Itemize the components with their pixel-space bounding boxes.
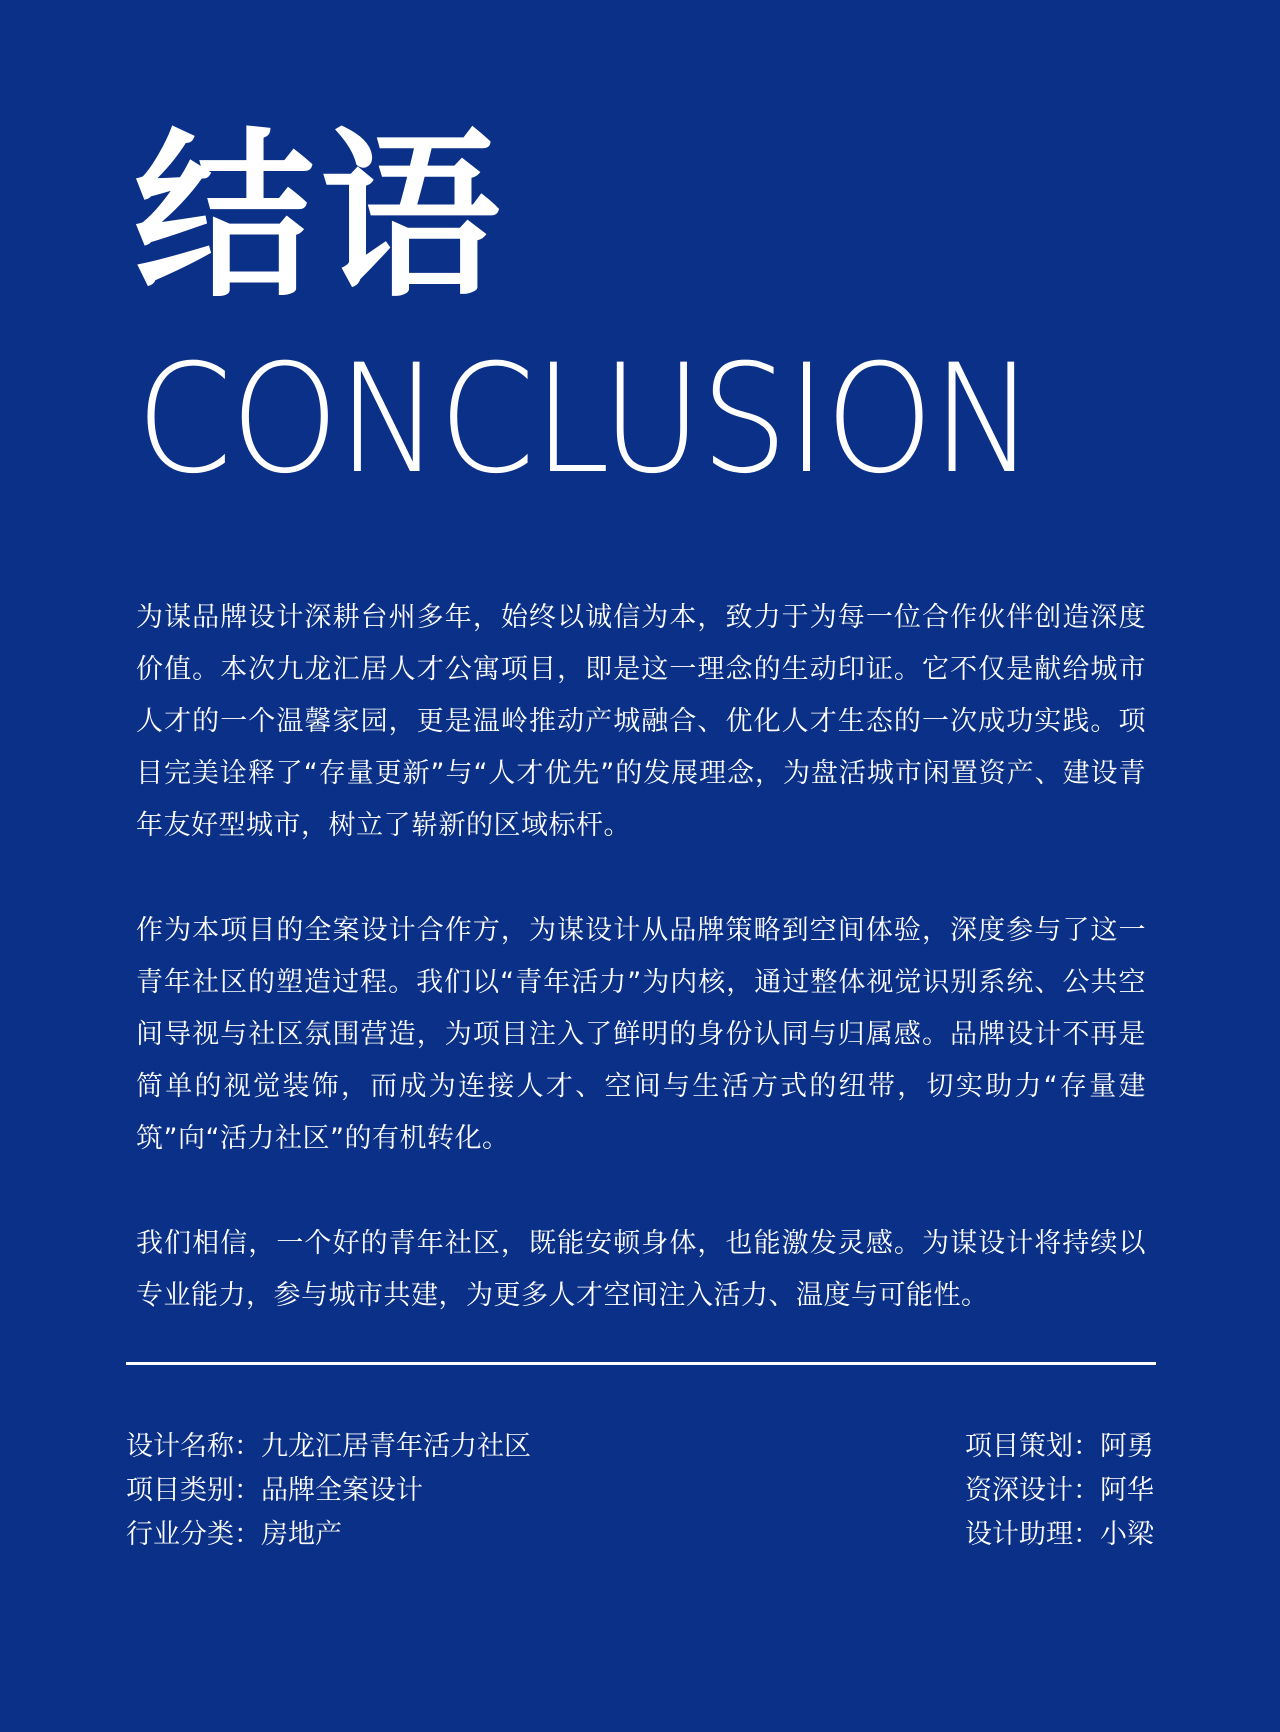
senior-designer: 资深设计：阿华 — [965, 1475, 1154, 1506]
industry-category: 行业分类：房地产 — [126, 1519, 342, 1550]
paragraph-3: 我们相信，一个好的青年社区，既能安顿身体，也能激发灵感。为谋设计将持续以专业能力，参与城市共建，为更多人才空间注入活力、温度与可能性。 — [136, 1228, 1146, 1311]
design-assistant: 设计助理：小梁 — [965, 1519, 1154, 1550]
project-name: 设计名称：九龙汇居青年活力社区 — [126, 1431, 531, 1462]
paragraph-2: 作为本项目的全案设计合作方，为谋设计从品牌策略到空间体验，深度参与了这一青年社区的塑造过程。我们以“青年活力”为内核，通过整体视觉识别系统、公共空间导视与社区氛围营造，为项目注入了鲜明的身份认同与归属感。品牌设计不再是简单的视觉装饰，而成为连接人才、空间与生活方式的纽带，切实助力“存量建筑”向“活力社区”的有机转化。 — [136, 915, 1146, 1154]
page-title-chinese: 结语 — [134, 113, 507, 322]
project-category: 项目类别：品牌全案设计 — [126, 1475, 423, 1506]
conclusion-body — [136, 592, 1146, 1375]
page-title-english: CONCLUSION — [136, 333, 1034, 507]
paragraph-1: 为谋品牌设计深耕台州多年，始终以诚信为本，致力于为每一位合作伙伴创造深度价值。本次九龙汇居人才公寓项目，即是这一理念的生动印证。它不仅是献给城市人才的一个温馨家园，更是温岭推动产城融合、优化人才生态的一次成功实践。项目完美诠释了“存量更新”与“人才优先”的发展理念，为盘活城市闲置资产、建设青年友好型城市，树立了崭新的区域标杆。 — [136, 602, 1146, 841]
team-credits — [965, 1425, 1154, 1557]
project-info — [126, 1425, 531, 1557]
section-divider — [126, 1362, 1156, 1365]
project-planner: 项目策划：阿勇 — [965, 1431, 1154, 1462]
